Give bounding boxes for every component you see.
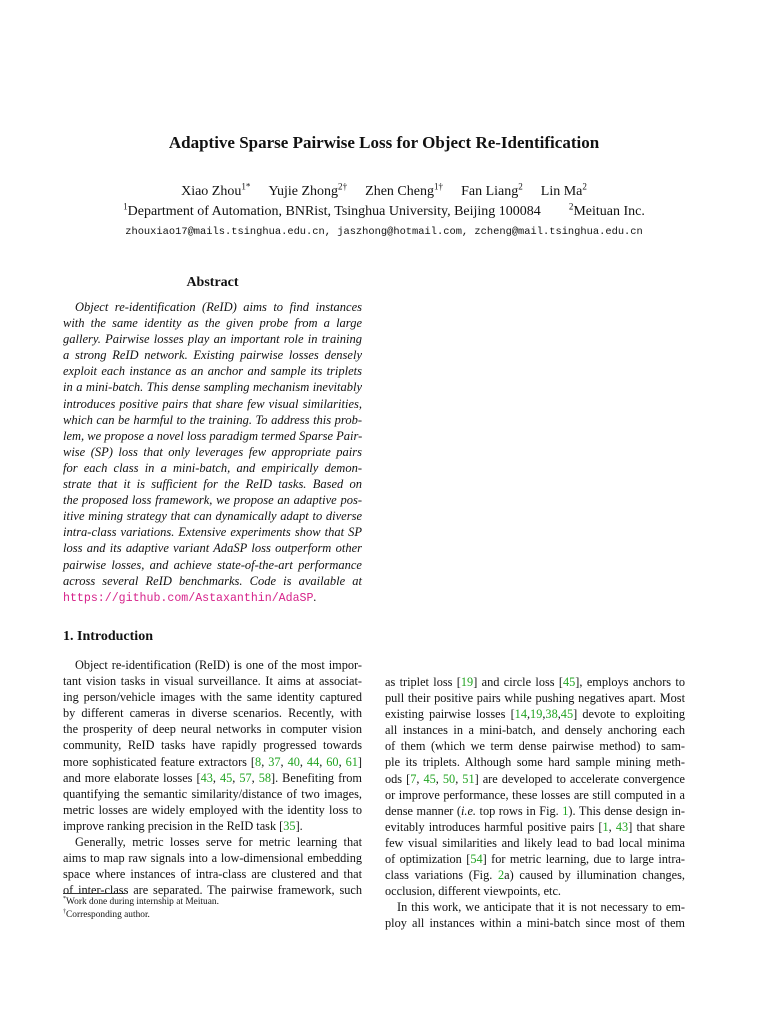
author-mark: 1* — [241, 181, 251, 192]
text-line: ing person/vehicle images with the same identity captured — [63, 690, 362, 705]
text-line: ods [7, 45, 50, 51] are developed to accelerate convergence — [385, 771, 685, 786]
abstract-line: intra-class variations. Extensive experiments show that SP — [63, 525, 362, 540]
affiliation-mark: 1 — [123, 201, 128, 212]
citation-link[interactable]: 50 — [442, 771, 456, 786]
text-line: metric losses are widely employed with the identity loss to — [63, 802, 362, 817]
text-line: few visual similarities and likely lead to bad local minima — [385, 835, 685, 850]
abstract-line: itive mining strategy that can dynamically adapt to diverse — [63, 509, 362, 524]
abstract-line: wise (SP) loss that only leverages few appropriate pairs — [63, 444, 362, 459]
section-heading-introduction: 1. Introduction — [63, 629, 153, 644]
text-line: quantifying the semantic similarity/distance of two images, — [63, 786, 362, 801]
author-mark: 2 — [582, 181, 587, 192]
citation-link[interactable]: 51 — [462, 771, 475, 786]
affiliation-text: Department of Automation, BNRist, Tsinghua University, Beijing 100084 — [127, 204, 541, 219]
author-name: Lin Ma$^2$ — [540, 181, 587, 199]
text-line: existing pairwise losses [14,19,38,45] devote to exploiting — [385, 707, 685, 722]
abstract-line: exploit each instance as an anchor and sample its triplets — [63, 364, 362, 379]
text-line: In this work, we anticipate that it is not necessary to em- — [397, 900, 685, 915]
citation-link[interactable]: 61 — [345, 754, 358, 769]
abstract-line: across several ReID benchmarks. Code is available at — [63, 573, 362, 588]
citation-link[interactable]: 43 — [615, 819, 629, 834]
text-line: more sophisticated feature extractors [8, 37, 40, 44, 60, 61] — [63, 754, 363, 769]
code-link[interactable]: https://github.com/Astaxanthin/AdaSP — [63, 591, 314, 605]
paper-title: Adaptive Sparse Pairwise Loss for Object Re-Identification — [168, 133, 600, 152]
abstract-line: introduces positive pairs that share few visual similarities, — [63, 396, 362, 411]
citation-link[interactable]: 14 — [514, 707, 527, 722]
citation-link[interactable]: 58 — [258, 770, 271, 785]
abstract-line: gallery. Pairwise losses play an important role in training — [63, 332, 362, 347]
abstract-line: Object re-identification (ReID) aims to find instances — [75, 300, 362, 314]
citation-link[interactable]: 45 — [423, 771, 436, 786]
text-line: occlusion, different viewpoints, etc. — [385, 884, 561, 899]
text-line: Object re-identification (ReID) is one of the most impor- — [75, 658, 362, 672]
citation-link[interactable]: 57 — [239, 770, 252, 785]
citation-link[interactable]: 45 — [563, 675, 576, 689]
text-line: and more elaborate losses [43, 45, 57, 58]. Benefiting from — [63, 770, 362, 785]
citation-link[interactable]: 60 — [326, 754, 339, 769]
abstract-line: which can be harmful to the training. To address this prob- — [63, 412, 362, 427]
text-line: as triplet loss [19] and circle loss [45], employs anchors to — [385, 675, 685, 689]
text-line: Generally, metric losses serve for metric learning that — [75, 835, 362, 850]
text-line: space where instances of intra-class are clustered and that — [63, 867, 362, 882]
author-name: Zhen Cheng$^{1\dagger}$ — [365, 181, 444, 199]
author-list — [0, 181, 768, 200]
text-line: pull their positive pairs while pushing negatives apart. Most — [385, 691, 685, 706]
citation-link[interactable]: 19 — [460, 675, 474, 689]
citation-link[interactable]: 1 — [602, 819, 609, 834]
text-line: aims to map raw signals into a low-dimensional embedding — [63, 851, 362, 866]
text-line: community, ReID tasks have rapidly progressed towards — [63, 738, 362, 753]
citation-link[interactable]: 43 — [200, 770, 213, 785]
citation-link[interactable]: 45 — [219, 770, 233, 785]
citation-link[interactable]: 35 — [283, 818, 296, 833]
author-name: Yujie Zhong$^{2\dagger}$ — [268, 181, 348, 199]
text-line: evitably introduces harmful positive pairs [1, 43] that share — [385, 819, 685, 834]
abstract-line: the proposed loss framework, we propose an adaptive pos- — [63, 493, 362, 508]
abstract-line: https://github.com/Astaxanthin/AdaSP. — [63, 589, 317, 605]
text-line: of them (which we term dense pairwise method) to sam- — [385, 739, 685, 754]
citation-link[interactable]: 54 — [470, 852, 483, 867]
footnote-corresponding: †Corresponding author. — [63, 908, 150, 920]
text-line: class variations (Fig. 2a) caused by illumination changes, — [385, 868, 685, 883]
text-line: by different cameras in diverse scenarios. Recently, with — [63, 706, 362, 721]
affiliation-text: Meituan Inc. — [573, 204, 645, 219]
text-line: the prosperity of deep neural networks in computer vision — [63, 722, 362, 737]
abstract-line: for each class in a mini-batch, and empirically demon- — [63, 460, 362, 475]
author-name: Fan Liang$^2$ — [461, 181, 523, 199]
citation-link[interactable]: 7 — [410, 771, 417, 786]
text-line: all instances in a mini-batch, and densely anchoring each — [385, 723, 685, 738]
abstract-line: in a mini-batch. This dense sampling mechanism inevitably — [63, 380, 362, 395]
author-name: Xiao Zhou$^{1*}$ — [181, 181, 251, 199]
footnote-internship: *Work done during internship at Meituan. — [63, 895, 219, 907]
abstract-line: strate that it is sufficient for the ReID tasks. Based on — [63, 477, 362, 492]
text-line: ple its triplets. Although some hard sample mining meth- — [385, 755, 685, 770]
abstract-line: with the same identity as the given probe from a large — [63, 316, 362, 331]
abstract-line: lem, we propose a novel loss paradigm termed Sparse Pair- — [63, 428, 363, 443]
intro-column-left — [63, 657, 362, 898]
citation-link[interactable]: 2 — [498, 868, 505, 883]
abstract-body — [63, 299, 362, 607]
intro-column-right — [385, 674, 685, 932]
abstract-line: pairwise losses, and achieve state-of-the-art performance — [63, 557, 362, 572]
abstract-heading: Abstract — [186, 275, 239, 290]
citation-link[interactable]: 37 — [268, 754, 281, 769]
citation-link[interactable]: 44 — [306, 754, 320, 769]
text-line: tant vision tasks in visual surveillance. It aims at associat- — [63, 674, 362, 689]
text-line: or improve performance, these losses are still computed in a — [385, 787, 685, 802]
citation-link[interactable]: 1 — [562, 803, 569, 818]
footnote-rule — [63, 893, 125, 894]
text-line: ploy all instances within a mini-batch since most of them — [385, 916, 685, 931]
figure-1-diagram — [385, 270, 685, 532]
text-line: of optimization [54] for metric learning, due to large intra- — [385, 852, 685, 867]
citation-link[interactable]: 40 — [287, 754, 300, 769]
citation-link[interactable]: 8 — [255, 754, 262, 769]
author-mark: 2† — [338, 181, 348, 192]
author-emails: zhouxiao17@mails.tsinghua.edu.cn, jaszhong@hotmail.com, zcheng@mail.tsinghua.edu.cn — [125, 226, 643, 238]
abstract-line: a strong ReID network. Existing pairwise losses densely — [63, 348, 362, 363]
abstract-line: loss and its adaptive variant AdaSP loss outperform other — [63, 541, 362, 556]
author-mark: 1† — [433, 181, 444, 192]
author-mark: 2 — [518, 181, 523, 192]
text-line: improve ranking precision in the ReID task [35]. — [63, 818, 303, 833]
citation-link[interactable]: 45 — [560, 707, 574, 722]
affiliation-mark: 2 — [568, 201, 574, 212]
citation-link[interactable]: 38 — [545, 707, 558, 722]
affiliations — [0, 201, 768, 220]
text-line: of inter-class are separated. The pairwise framework, such — [63, 883, 362, 898]
text-line: dense manner (i.e. top rows in Fig. 1). This dense design in- — [385, 803, 685, 818]
citation-link[interactable]: 19 — [530, 707, 543, 722]
